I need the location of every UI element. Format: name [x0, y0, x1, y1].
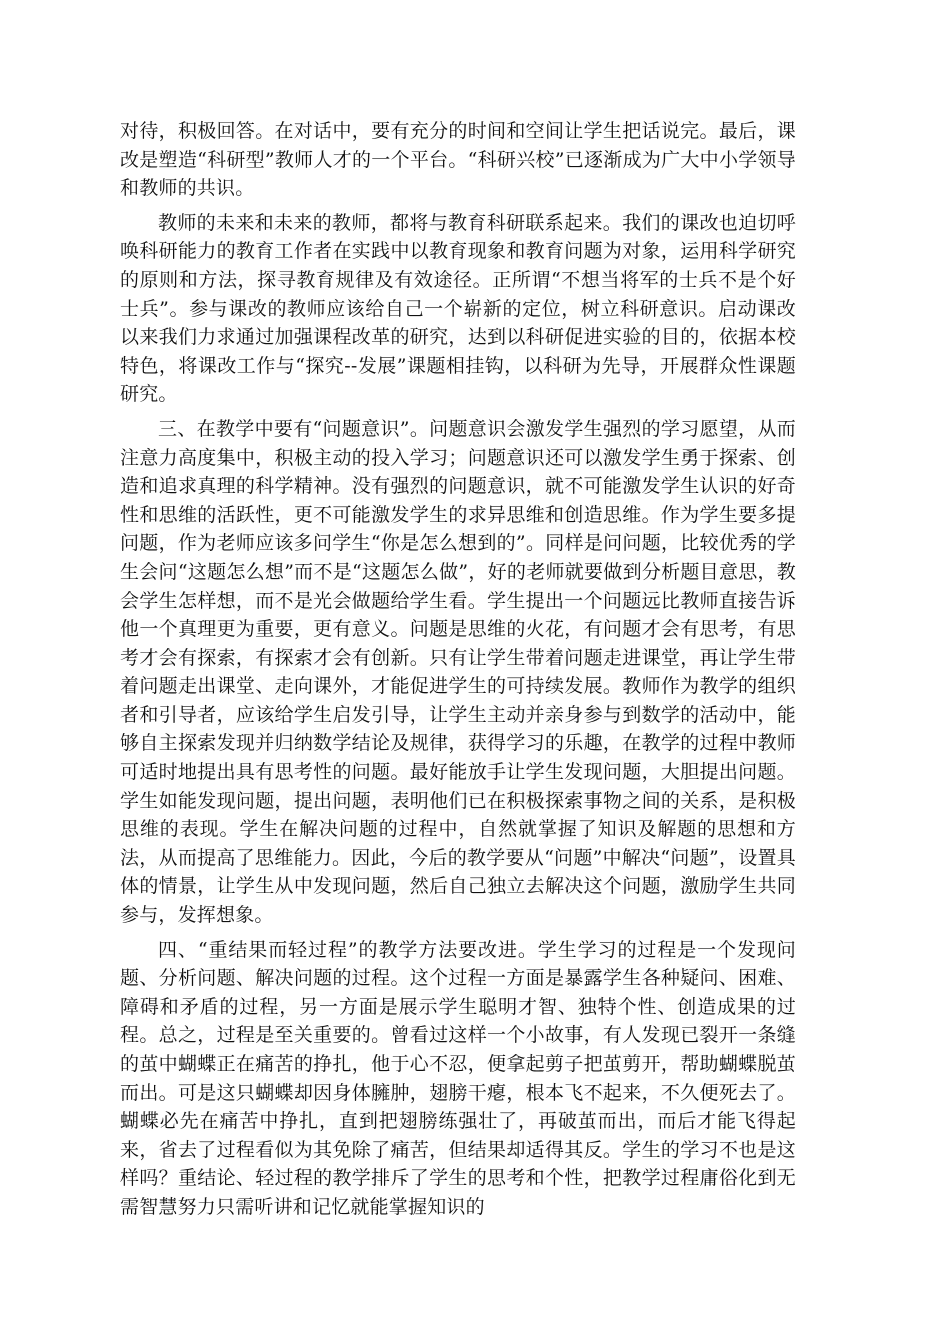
paragraph-problem-awareness: 三、在教学中要有“问题意识”。问题意识会激发学生强烈的学习愿望，从而注意力高度集中，积极主动的投入学习；问题意识还可以激发学生勇于探索、创造和追求真理的科学精神。没有强烈的问题意识，就不可能激发学生认识的好奇性和思维的活跃性，更不可能激发学生的求异思维和创造思维。作为学生要多提问题，作为老师应该多问学生“你是怎么想到的”。同样是问问题，比较优秀的学生会问“这题怎么想”而不是“这题怎么做”，好的老师就要做到分析题目意思，教会学生怎样想，而不是光会做题给学生看。学生提出一个问题远比教师直接告诉他一个真理更为重要，更有意义。问题是思维的火花，有问题才会有思考，有思考才会有探索，有探索才会有创新。只有让学生带着问题走进课堂，再让学生带着问题走出课堂、走向课外，才能促进学生的可持续发展。教师作为教学的组织者和引导者，应该给学生启发引导，让学生主动并亲身参与到数学的活动中，能够自主探索发现并归纳数学结论及规律，获得学习的乐趣，在教学的过程中教师可适时地提出具有思考性的问题。最好能放手让学生发现问题，大胆提出问题。学生如能发现问题，提出问题，表明他们已在积极探索事物之间的关系，是积极思维的表现。学生在解决问题的过程中，自然就掌握了知识及解题的思想和方法，从而提高了思维能力。因此，今后的教学要从“问题”中解决“问题”，设置具体的情景，让学生从中发现问题，然后自己独立去解决这个问题，激励学生共同参与，发挥想象。 [120, 417, 796, 927]
paragraph-process-over-result: 四、“重结果而轻过程”的教学方法要改进。学生学习的过程是一个发现问题、分析问题、解决问题的过程。这个过程一方面是暴露学生各种疑问、困难、障碍和矛盾的过程，另一方面是展示学生聪明才智、独特个性、创造成果的过程。总之，过程是至关重要的。曾看过这样一个小故事，有人发现已裂开一条缝的茧中蝴蝶正在痛苦的挣扎，他于心不忍，便拿起剪子把茧剪开，帮助蝴蝶脱茧而出。可是这只蝴蝶却因身体臃肿，翅膀干瘪，根本飞不起来，不久便死去了。蝴蝶必先在痛苦中挣扎，直到把翅膀练强壮了，再破茧而出，而后才能飞得起来，省去了过程看似为其免除了痛苦，但结果却适得其反。学生的学习不也是这样吗？重结论、轻过程的教学排斥了学生的思考和个性，把教学过程庸俗化到无需智慧努力只需听讲和记忆就能掌握知识的 [120, 938, 796, 1218]
document-body [120, 117, 796, 1228]
paragraph-teacher-research: 教师的未来和未来的教师，都将与教育科研联系起来。我们的课改也迫切呼唤科研能力的教育工作者在实践中以教育现象和教育问题为对象，运用科学研究的原则和方法，探寻教育规律及有效途径。正所谓“不想当将军的士兵不是个好士兵”。参与课改的教师应该给自己一个崭新的定位，树立科研意识。启动课改以来我们力求通过加强课程改革的研究，达到以科研促进实验的目的，依据本校特色，将课改工作与“探究--发展”课题相挂钩，以科研为先导，开展群众性课题研究。 [120, 211, 796, 406]
paragraph-continuation: 对待，积极回答。在对话中，要有充分的时间和空间让学生把话说完。最后，课改是塑造“科研型”教师人才的一个平台。“科研兴校”已逐渐成为广大中小学领导和教师的共识。 [120, 120, 796, 200]
